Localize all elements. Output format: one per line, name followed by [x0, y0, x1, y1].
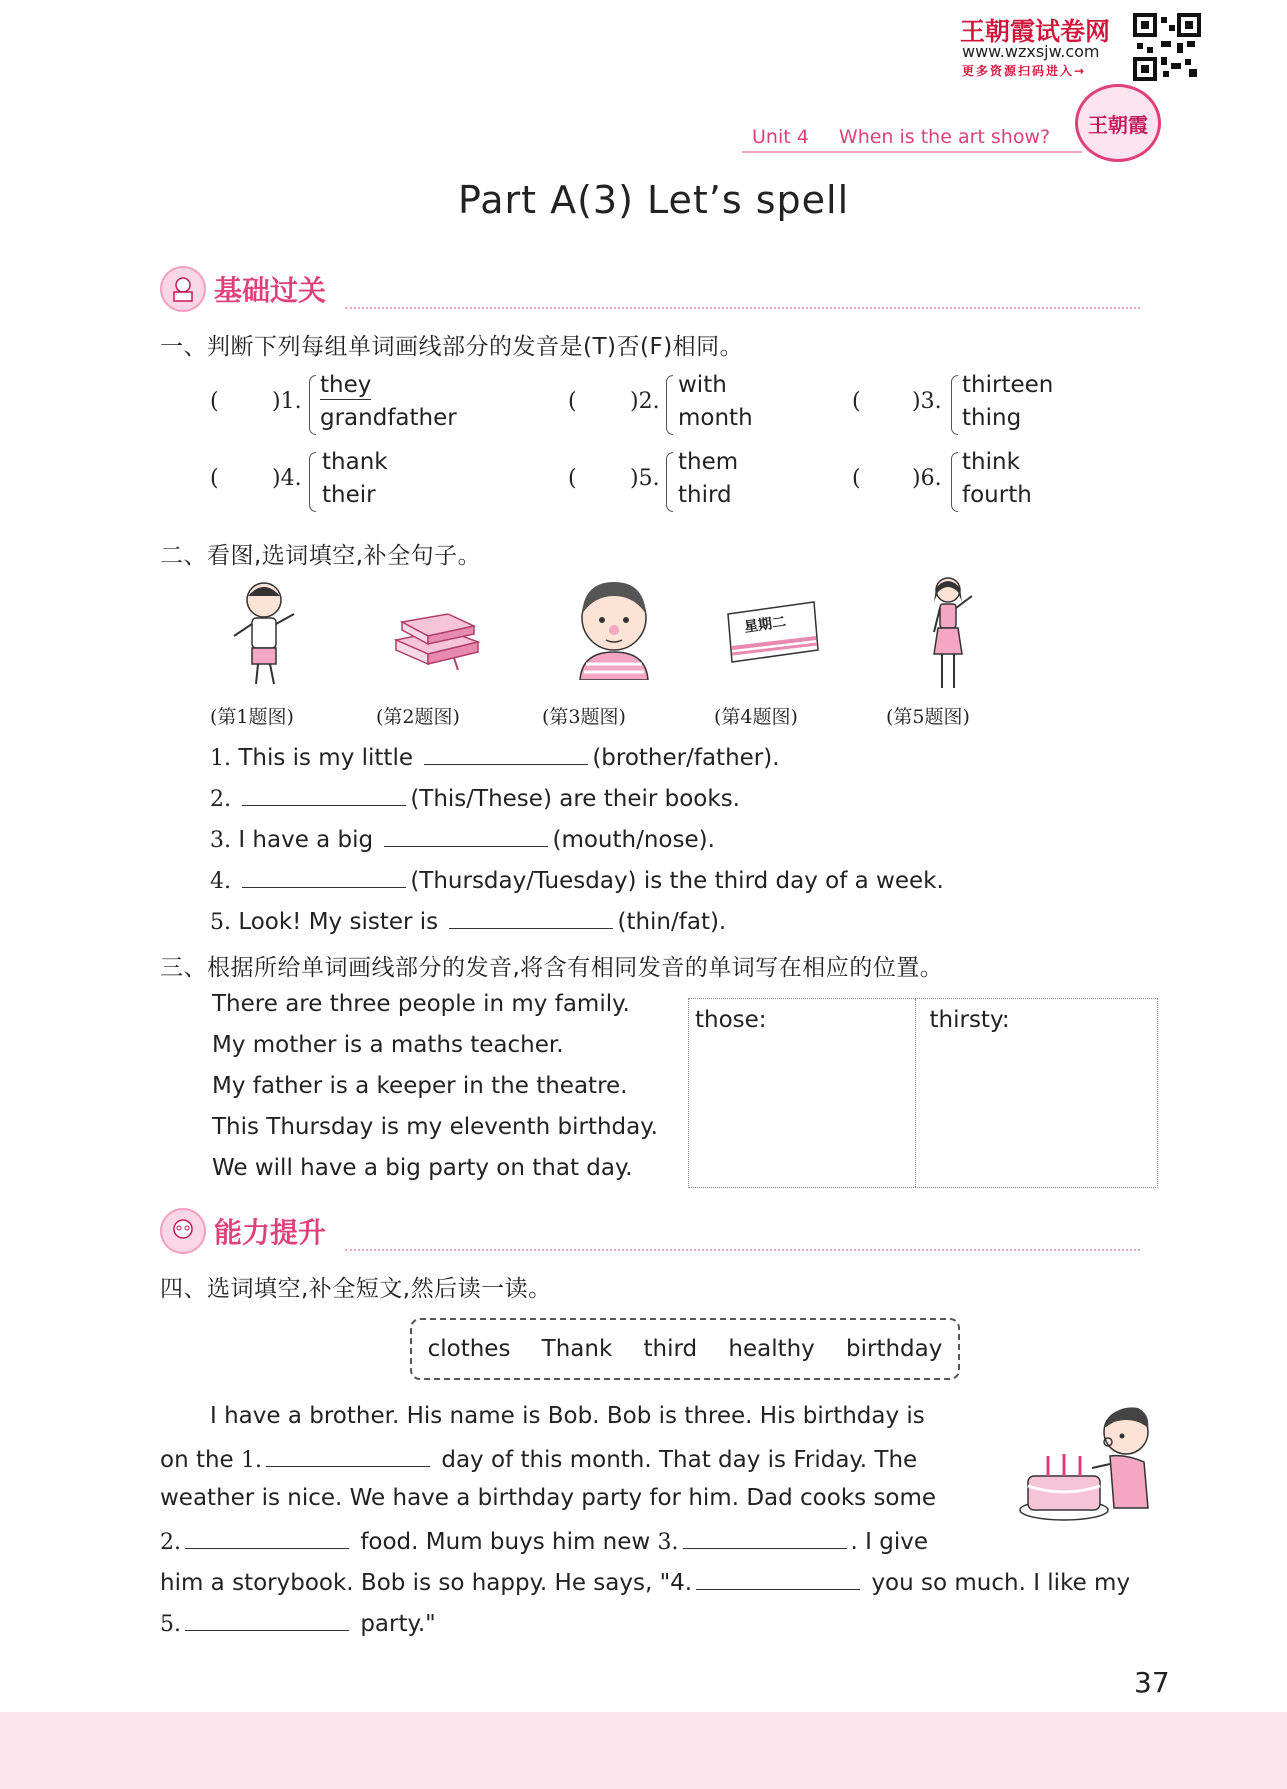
passage-line: My mother is a maths teacher. [212, 1032, 564, 1058]
scan-hint: 更多资源扫码进入→ [962, 64, 1087, 78]
q1-instruction: 一、判断下列每组单词画线部分的发音是(T)否(F)相同。 [160, 334, 744, 360]
word-top: thirteen [962, 372, 1054, 398]
logo-text: 王朝霞 [1088, 112, 1148, 137]
q1-item [210, 449, 1210, 519]
unit-label [752, 126, 1050, 148]
unit-number: Unit 4 [752, 126, 809, 148]
passage-line: We will have a big party on that day. [212, 1155, 633, 1181]
sentence: 5. Look! My sister is (thin/fat). [210, 906, 726, 935]
caption: (第2题图) [376, 706, 460, 728]
answer-blank[interactable] [449, 906, 613, 929]
grandma-icon [160, 1208, 206, 1254]
answer-paren[interactable]: ( [210, 389, 219, 414]
answer-blank[interactable] [185, 1526, 349, 1549]
passage-line: This Thursday is my eleventh birthday. [212, 1114, 658, 1140]
section-advanced-title: 能力提升 [214, 1216, 327, 1249]
answer-blank[interactable] [242, 865, 406, 888]
reading-girl-icon [160, 266, 206, 312]
answer-paren[interactable]: ( [852, 466, 861, 491]
sentence: 2. (This/These) are their books. [210, 783, 740, 812]
caption: (第4题图) [714, 706, 798, 728]
word-bank [410, 1318, 960, 1380]
word-bank-item[interactable]: clothes [427, 1336, 511, 1362]
word-bottom: third [678, 482, 732, 508]
answer-blank[interactable] [683, 1526, 847, 1549]
answer-blank[interactable] [242, 783, 406, 806]
unit-title: When is the art show? [838, 126, 1051, 148]
birthday-boy-illustration [1014, 1398, 1164, 1528]
qr-code-icon[interactable] [1133, 13, 1201, 81]
item-number: )3. [912, 389, 942, 414]
section-basic-header [160, 266, 326, 312]
word-top: them [678, 449, 739, 475]
cell-label: those: [695, 1007, 767, 1033]
answer-blank[interactable] [424, 742, 588, 765]
sentence: 3. I have a big (mouth/nose). [210, 824, 715, 853]
header-rule [742, 151, 1082, 153]
answer-paren[interactable]: ( [852, 389, 861, 414]
boy-illustration [228, 578, 300, 694]
calendar-text: 星期二 [743, 614, 788, 636]
word-bank-item[interactable]: Thank [541, 1336, 613, 1362]
word-bank-item[interactable]: healthy [728, 1336, 815, 1362]
answer-blank[interactable] [384, 824, 548, 847]
brace [309, 452, 316, 512]
page-number: 37 [1134, 1666, 1170, 1699]
passage-line: 5. party." [160, 1608, 436, 1637]
item-number: )1. [272, 389, 302, 414]
brace [666, 375, 673, 435]
answer-blank[interactable] [185, 1608, 349, 1631]
section-basic-title: 基础过关 [214, 274, 327, 307]
calendar-illustration [722, 596, 822, 666]
answer-paren[interactable]: ( [210, 466, 219, 491]
word-top: thank [322, 449, 388, 475]
q4-instruction: 四、选词填空,补全短文,然后读一读。 [160, 1276, 552, 1302]
answer-paren[interactable]: ( [568, 389, 577, 414]
answer-blank[interactable] [696, 1567, 860, 1590]
caption: (第1题图) [210, 706, 294, 728]
answer-table [688, 998, 1158, 1188]
sentence: 4. (Thursday/Tuesday) is the third day of a week. [210, 865, 944, 894]
passage-line: on the 1. day of this month. That day is Friday. The [160, 1444, 917, 1473]
brace [951, 375, 958, 435]
q2-instruction: 二、看图,选词填空,补全句子。 [160, 543, 482, 569]
q3-instruction: 三、根据所给单词画线部分的发音,将含有相同发音的单词写在相应的位置。 [160, 955, 944, 981]
word-top: think [962, 449, 1020, 475]
word-top: with [678, 372, 727, 398]
passage-line: There are three people in my family. [212, 991, 630, 1017]
word-bank-item[interactable]: birthday [846, 1336, 943, 1362]
sentence: 1. This is my little (brother/father). [210, 742, 780, 771]
word-top: they [320, 372, 372, 398]
passage-line: My father is a keeper in the theatre. [212, 1073, 628, 1099]
passage-line: I have a brother. His name is Bob. Bob is three. His birthday is [210, 1403, 925, 1429]
face-illustration [564, 574, 664, 684]
caption: (第3题图) [542, 706, 626, 728]
word-bottom: month [678, 405, 753, 431]
word-bank-item[interactable]: third [643, 1336, 698, 1362]
answer-cell-thirsty[interactable] [916, 999, 1158, 1187]
brace [951, 452, 958, 512]
books-illustration [388, 600, 484, 674]
brace [666, 452, 673, 512]
site-name: 王朝霞试卷网 [960, 17, 1111, 46]
item-number: )6. [912, 466, 942, 491]
caption: (第5题图) [886, 706, 970, 728]
cell-label: thirsty: [929, 1007, 1010, 1033]
section-basic-rule [345, 307, 1140, 309]
section-advanced-header [160, 1208, 326, 1254]
passage-line: him a storybook. Bob is so happy. He says, "4. you so much. I like my [160, 1567, 1130, 1596]
answer-blank[interactable] [266, 1444, 430, 1467]
brand-logo [1075, 84, 1161, 162]
passage-line: 2. food. Mum buys him new 3. . I give [160, 1526, 928, 1555]
footer-band [0, 1712, 1287, 1789]
brace [309, 375, 316, 435]
word-bottom: their [322, 482, 376, 508]
item-number: )2. [630, 389, 660, 414]
word-bottom: grandfather [320, 405, 457, 431]
item-number: )4. [272, 466, 302, 491]
page-title: Part A(3) Let’s spell [458, 178, 850, 222]
section-advanced-rule [345, 1249, 1140, 1251]
item-number: )5. [630, 466, 660, 491]
passage-line: weather is nice. We have a birthday party for him. Dad cooks some [160, 1485, 937, 1511]
site-url[interactable]: www.wzxsjw.com [962, 42, 1100, 61]
answer-paren[interactable]: ( [568, 466, 577, 491]
girl-illustration [920, 574, 980, 700]
q1-item [210, 372, 1210, 442]
word-bottom: fourth [962, 482, 1032, 508]
word-bottom: thing [962, 405, 1022, 431]
answer-cell-those[interactable] [689, 999, 916, 1187]
